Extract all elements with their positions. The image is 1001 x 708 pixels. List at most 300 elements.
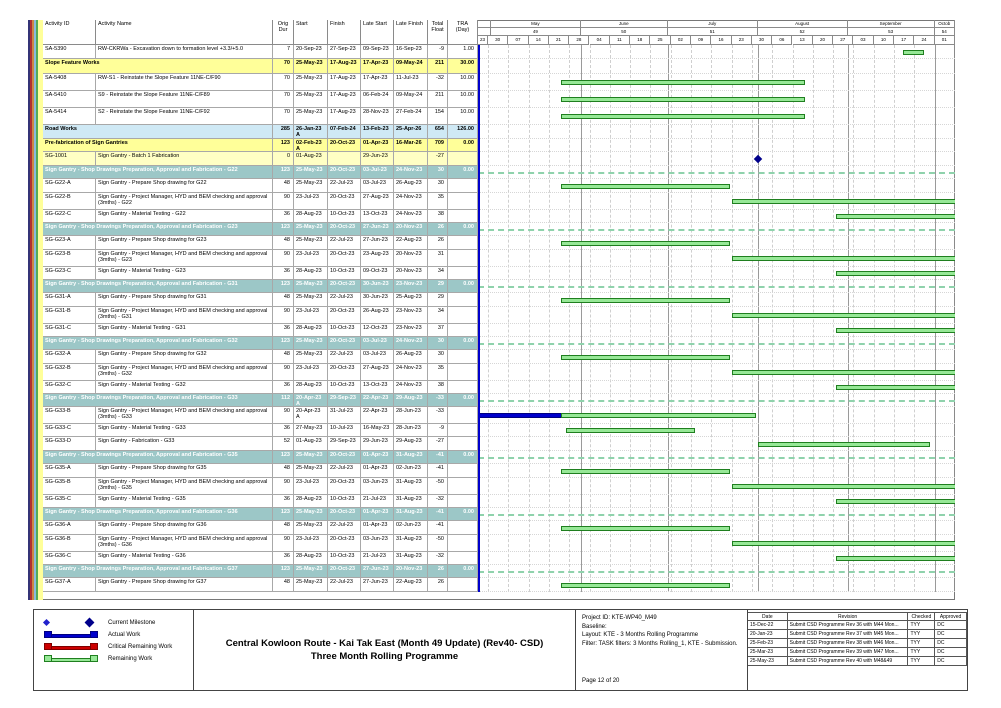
row-cells xyxy=(43,210,478,223)
start-date: 25-May-23 xyxy=(294,293,328,307)
column-header: Start xyxy=(294,20,328,45)
total-float: 29 xyxy=(428,280,448,293)
timeline-month-label xyxy=(478,20,491,28)
column-header: Orig Dur xyxy=(273,20,294,45)
remaining-work-bar xyxy=(758,442,930,447)
tra-days: 0.00 xyxy=(448,394,478,407)
finish-date: 20-Oct-23 xyxy=(328,250,361,267)
legend-label: Remaining Work xyxy=(108,656,153,662)
total-float: -50 xyxy=(428,535,448,552)
finish-date: 10-Oct-23 xyxy=(328,495,361,508)
gantt-row xyxy=(478,464,955,478)
activity-id: SA-5414 xyxy=(43,108,96,125)
row-cells xyxy=(43,464,478,478)
gantt-row xyxy=(478,495,955,508)
tra-days xyxy=(448,535,478,552)
late-start-date: 09-Oct-23 xyxy=(361,267,394,280)
late-finish-date: 29-Aug-23 xyxy=(394,437,428,451)
late-start-date: 01-Apr-23 xyxy=(361,508,394,521)
late-finish-date: 24-Nov-23 xyxy=(394,337,428,350)
orig-dur: 36 xyxy=(273,267,294,280)
timeline-week-tick: 01 xyxy=(935,36,955,45)
tra-days xyxy=(448,521,478,535)
timeline-week-tick: 11 xyxy=(610,36,630,45)
orig-dur: 90 xyxy=(273,364,294,381)
gantt-row xyxy=(478,535,955,552)
activity-id: SG-G36-C xyxy=(43,552,96,565)
late-start-date: 03-Jul-23 xyxy=(361,166,394,179)
activity-name: Sign Gantry - Prepare Shop drawing for G32 xyxy=(96,350,273,364)
gantt-row xyxy=(478,451,955,464)
timeline-week-tick: 25 xyxy=(650,36,670,45)
table-row xyxy=(43,125,955,139)
revision-header: Checked xyxy=(908,612,935,621)
start-date: 20-Apr-23 A xyxy=(294,394,328,407)
activity-rows xyxy=(43,45,955,592)
table-row xyxy=(43,381,955,394)
remaining-work-bar xyxy=(561,114,806,119)
orig-dur: 112 xyxy=(273,394,294,407)
gantt-row xyxy=(478,45,955,59)
total-float: 31 xyxy=(428,250,448,267)
bar-end-icon xyxy=(90,643,98,650)
late-finish-date: 23-Nov-23 xyxy=(394,307,428,324)
finish-date: 20-Oct-23 xyxy=(328,223,361,236)
report-title-line1: Central Kowloon Route - Kai Tak East (Month 49 Update) (Rev40- CSD) xyxy=(225,638,544,649)
orig-dur: 90 xyxy=(273,407,294,424)
tra-days xyxy=(448,324,478,337)
start-date: 23-Jul-23 xyxy=(294,307,328,324)
milestone-diamond xyxy=(753,155,761,163)
gantt-row xyxy=(478,364,955,381)
finish-date: 22-Jul-23 xyxy=(328,464,361,478)
start-date: 23-Jul-23 xyxy=(294,535,328,552)
timeline-week-tick: 07 xyxy=(508,36,528,45)
activity-id: SA-5390 xyxy=(43,45,96,59)
orig-dur: 70 xyxy=(273,59,294,74)
gantt-row xyxy=(478,152,955,166)
summary-bar xyxy=(478,571,955,573)
late-start-date: 22-Apr-23 xyxy=(361,407,394,424)
group-label: Sign Gantry - Shop Drawings Preparation, Approval and Fabrication - G22 xyxy=(43,166,273,179)
timeline-month-number: 50 xyxy=(581,28,668,36)
revision-header: Approved xyxy=(935,612,967,621)
activity-id: SG-G36-B xyxy=(43,535,96,552)
start-date: 25-May-23 xyxy=(294,280,328,293)
orig-dur: 36 xyxy=(273,324,294,337)
data-date-line xyxy=(478,45,480,592)
row-cells xyxy=(43,108,478,125)
orig-dur: 48 xyxy=(273,464,294,478)
start-date: 28-Aug-23 xyxy=(294,552,328,565)
column-header: Late Start xyxy=(361,20,394,45)
tra-days xyxy=(448,350,478,364)
revision-cell: DC xyxy=(935,630,967,639)
late-finish-date: 24-Nov-23 xyxy=(394,364,428,381)
remaining-work-bar xyxy=(732,256,955,261)
activity-id: SA-5408 xyxy=(43,74,96,91)
late-finish-date: 27-Feb-24 xyxy=(394,108,428,125)
tra-days: 0.00 xyxy=(448,508,478,521)
bar-line-icon xyxy=(48,634,94,638)
tra-days: 0.00 xyxy=(448,451,478,464)
row-cells xyxy=(43,552,478,565)
gantt-row xyxy=(478,223,955,236)
late-finish-date: 31-Aug-23 xyxy=(394,451,428,464)
start-date: 25-May-23 xyxy=(294,166,328,179)
gantt-row xyxy=(478,394,955,407)
row-cells xyxy=(43,381,478,394)
row-cells xyxy=(43,139,478,152)
tra-days: 0.00 xyxy=(448,166,478,179)
late-start-date: 22-Apr-23 xyxy=(361,394,394,407)
orig-dur: 48 xyxy=(273,179,294,193)
gantt-row xyxy=(478,166,955,179)
table-row xyxy=(43,108,955,125)
activity-name: Sign Gantry - Prepare Shop drawing for G23 xyxy=(96,236,273,250)
orig-dur: 36 xyxy=(273,495,294,508)
remaining-work-bar xyxy=(836,328,955,333)
finish-date: 22-Jul-23 xyxy=(328,350,361,364)
total-float: -33 xyxy=(428,394,448,407)
activity-id: SG-G32-A xyxy=(43,350,96,364)
activity-id: SG-G35-C xyxy=(43,495,96,508)
tra-days xyxy=(448,381,478,394)
group-label: Sign Gantry - Shop Drawings Preparation, Approval and Fabrication - G32 xyxy=(43,337,273,350)
activity-name: Sign Gantry - Project Manager, HYD and BEM checking and approval (3mths) - G33 xyxy=(96,407,273,424)
row-cells xyxy=(43,495,478,508)
bar-line-icon xyxy=(48,646,94,650)
total-float: 29 xyxy=(428,293,448,307)
tra-days: 126.00 xyxy=(448,125,478,139)
row-cells xyxy=(43,59,478,74)
column-header: Late Finish xyxy=(394,20,428,45)
late-start-date: 26-Aug-23 xyxy=(361,307,394,324)
late-start-date: 29-Jun-23 xyxy=(361,437,394,451)
table-row xyxy=(43,307,955,324)
activity-id: SG-G33-D xyxy=(43,437,96,451)
start-date: 25-May-23 xyxy=(294,91,328,108)
table-row xyxy=(43,210,955,223)
orig-dur: 7 xyxy=(273,45,294,59)
revision-box xyxy=(748,610,969,690)
total-float: 709 xyxy=(428,139,448,152)
start-date: 20-Apr-23 A xyxy=(294,407,328,424)
total-float: 211 xyxy=(428,59,448,74)
finish-date: 10-Jul-23 xyxy=(328,424,361,437)
total-float: 26 xyxy=(428,223,448,236)
remaining-work-bar xyxy=(836,271,955,276)
revision-header: Date xyxy=(748,612,788,621)
remaining-work-bar xyxy=(561,469,730,474)
start-date: 25-May-23 xyxy=(294,451,328,464)
activity-name: Sign Gantry - Project Manager, HYD and BEM checking and approval (3mths) - G32 xyxy=(96,364,273,381)
orig-dur: 123 xyxy=(273,223,294,236)
row-cells xyxy=(43,307,478,324)
late-start-date: 30-Jun-23 xyxy=(361,280,394,293)
finish-date: 17-Aug-23 xyxy=(328,91,361,108)
orig-dur: 48 xyxy=(273,578,294,592)
total-float: 38 xyxy=(428,210,448,223)
row-cells xyxy=(43,293,478,307)
gantt-row xyxy=(478,307,955,324)
finish-date: 22-Jul-23 xyxy=(328,293,361,307)
revision-cell: DC xyxy=(935,621,967,630)
remaining-work-bar xyxy=(561,80,806,85)
orig-dur: 90 xyxy=(273,535,294,552)
late-finish-date: 26-Aug-23 xyxy=(394,350,428,364)
group-label: Sign Gantry - Shop Drawings Preparation, Approval and Fabrication - G37 xyxy=(43,565,273,578)
orig-dur: 0 xyxy=(273,152,294,166)
gantt-row xyxy=(478,210,955,223)
timeline-month-label: July xyxy=(668,20,758,28)
start-date: 25-May-23 xyxy=(294,223,328,236)
row-cells xyxy=(43,407,478,424)
table-row xyxy=(43,578,955,592)
row-cells xyxy=(43,179,478,193)
tra-days xyxy=(448,364,478,381)
total-float: -41 xyxy=(428,464,448,478)
finish-date: 22-Jul-23 xyxy=(328,179,361,193)
late-finish-date: 09-May-24 xyxy=(394,59,428,74)
late-start-date: 03-Jul-23 xyxy=(361,350,394,364)
project-info-line: Project ID: KTE-WP40_M49 xyxy=(582,615,657,621)
activity-id: SG-G22-C xyxy=(43,210,96,223)
row-cells xyxy=(43,424,478,437)
late-start-date: 27-Jun-23 xyxy=(361,223,394,236)
table-row xyxy=(43,280,955,293)
row-cells xyxy=(43,578,478,592)
row-cells xyxy=(43,125,478,139)
table-row xyxy=(43,535,955,552)
finish-date: 20-Oct-23 xyxy=(328,337,361,350)
activity-id: SG-G23-C xyxy=(43,267,96,280)
orig-dur: 48 xyxy=(273,521,294,535)
bar-line-icon xyxy=(48,658,94,662)
activity-id: SG-G32-B xyxy=(43,364,96,381)
finish-date: 10-Oct-23 xyxy=(328,210,361,223)
late-start-date: 21-Jul-23 xyxy=(361,495,394,508)
summary-bar xyxy=(478,514,955,516)
revision-row xyxy=(748,639,967,648)
row-cells xyxy=(43,451,478,464)
revision-cell: TYY xyxy=(908,657,935,666)
timeline-week-tick: 02 xyxy=(671,36,691,45)
start-date: 28-Aug-23 xyxy=(294,267,328,280)
row-cells xyxy=(43,364,478,381)
timeline-month-label: September xyxy=(848,20,935,28)
row-cells xyxy=(43,74,478,91)
start-date: 25-May-23 xyxy=(294,464,328,478)
timeline-week-tick: 23 xyxy=(478,36,488,45)
table-row xyxy=(43,324,955,337)
finish-date: 10-Oct-23 xyxy=(328,324,361,337)
revision-cell: Submit CSD Programme Rev 38 with M46 Mon... xyxy=(788,639,909,648)
total-float: 30 xyxy=(428,166,448,179)
legend-symbol-actual xyxy=(40,630,102,640)
group-label: Sign Gantry - Shop Drawings Preparation, Approval and Fabrication - G33 xyxy=(43,394,273,407)
orig-dur: 36 xyxy=(273,381,294,394)
activity-name: Sign Gantry - Material Testing - G33 xyxy=(96,424,273,437)
total-float: 35 xyxy=(428,193,448,210)
late-start-date: 23-Aug-23 xyxy=(361,250,394,267)
tra-days xyxy=(448,407,478,424)
late-start-date: 13-Oct-23 xyxy=(361,210,394,223)
finish-date: 20-Oct-23 xyxy=(328,280,361,293)
summary-bar xyxy=(478,343,955,345)
table-row xyxy=(43,223,955,236)
gantt-row xyxy=(478,407,955,424)
finish-date xyxy=(328,152,361,166)
tra-days: 0.00 xyxy=(448,280,478,293)
finish-date: 22-Jul-23 xyxy=(328,578,361,592)
gantt-row xyxy=(478,236,955,250)
late-finish-date: 20-Nov-23 xyxy=(394,250,428,267)
remaining-work-bar xyxy=(732,370,955,375)
table-row xyxy=(43,451,955,464)
orig-dur: 90 xyxy=(273,478,294,495)
start-date: 25-May-23 xyxy=(294,350,328,364)
project-info-lines xyxy=(582,614,747,648)
orig-dur: 123 xyxy=(273,166,294,179)
start-date: 23-Jul-23 xyxy=(294,193,328,210)
late-start-date: 03-Jun-23 xyxy=(361,478,394,495)
row-cells xyxy=(43,350,478,364)
tra-days xyxy=(448,236,478,250)
table-row xyxy=(43,508,955,521)
timeline-week-tick: 30 xyxy=(752,36,772,45)
total-float: 26 xyxy=(428,578,448,592)
late-finish-date: 29-Aug-23 xyxy=(394,394,428,407)
orig-dur: 36 xyxy=(273,424,294,437)
legend-label: Actual Work xyxy=(108,632,141,638)
milestone-icon xyxy=(85,618,95,628)
activity-name: Sign Gantry - Fabrication - G33 xyxy=(96,437,273,451)
project-info-line: Baseline: xyxy=(582,623,607,630)
finish-date: 31-Jul-23 xyxy=(328,407,361,424)
group-label: Sign Gantry - Shop Drawings Preparation, Approval and Fabrication - G31 xyxy=(43,280,273,293)
timeline-month-number: 52 xyxy=(758,28,848,36)
late-finish-date: 31-Aug-23 xyxy=(394,495,428,508)
row-cells xyxy=(43,437,478,451)
remaining-work-bar xyxy=(732,199,955,204)
table-row xyxy=(43,478,955,495)
late-finish-date: 02-Jun-23 xyxy=(394,464,428,478)
orig-dur: 285 xyxy=(273,125,294,139)
late-start-date: 13-Oct-23 xyxy=(361,381,394,394)
timeline-week-tick: 21 xyxy=(549,36,569,45)
finish-date: 22-Jul-23 xyxy=(328,236,361,250)
tra-days xyxy=(448,250,478,267)
actual-work-bar xyxy=(478,413,562,418)
late-finish-date: 24-Nov-23 xyxy=(394,381,428,394)
row-cells xyxy=(43,45,478,59)
revision-row xyxy=(748,657,967,666)
timeline-month-label: Octob xyxy=(935,20,955,28)
activity-name: Sign Gantry - Prepare Shop drawing for G31 xyxy=(96,293,273,307)
bar-end-icon xyxy=(90,631,98,638)
legend-symbol-remaining xyxy=(40,654,102,664)
gantt-row xyxy=(478,193,955,210)
activity-id: SG-G35-A xyxy=(43,464,96,478)
tra-days xyxy=(448,578,478,592)
late-finish-date: 26-Aug-23 xyxy=(394,179,428,193)
column-header: Activity ID xyxy=(43,20,96,45)
tra-days: 0.00 xyxy=(448,565,478,578)
finish-date: 20-Oct-23 xyxy=(328,364,361,381)
late-start-date: 01-Apr-23 xyxy=(361,139,394,152)
revision-cell: 20-Jan-23 xyxy=(748,630,788,639)
activity-name: Sign Gantry - Project Manager, HYD and BEM checking and approval (3mths) - G31 xyxy=(96,307,273,324)
tra-days xyxy=(448,464,478,478)
start-date: 23-Jul-23 xyxy=(294,250,328,267)
late-start-date: 27-Jun-23 xyxy=(361,578,394,592)
activity-name: Sign Gantry - Project Manager, HYD and BEM checking and approval (3mths) - G35 xyxy=(96,478,273,495)
start-date: 26-Jan-23 A xyxy=(294,125,328,139)
activity-name: Sign Gantry - Prepare Shop drawing for G22 xyxy=(96,179,273,193)
orig-dur: 123 xyxy=(273,508,294,521)
activity-id: SG-G22-A xyxy=(43,179,96,193)
legend-symbol-milestone xyxy=(40,618,102,628)
remaining-work-bar xyxy=(561,583,730,588)
orig-dur: 48 xyxy=(273,236,294,250)
finish-date: 20-Oct-23 xyxy=(328,166,361,179)
late-start-date: 21-Jul-23 xyxy=(361,552,394,565)
timeline-week-tick: 14 xyxy=(529,36,549,45)
late-finish-date: 28-Jun-23 xyxy=(394,424,428,437)
tra-days: 10.00 xyxy=(448,108,478,125)
activity-id: SG-G22-B xyxy=(43,193,96,210)
revision-cell: Submit CSD Programme Rev 39 with M47 Mon... xyxy=(788,648,909,657)
gantt-row xyxy=(478,578,955,592)
bar-end-icon xyxy=(44,631,52,638)
late-finish-date: 24-Nov-23 xyxy=(394,166,428,179)
tra-days xyxy=(448,495,478,508)
total-float: -9 xyxy=(428,424,448,437)
late-finish-date: 24-Nov-23 xyxy=(394,193,428,210)
row-cells xyxy=(43,152,478,166)
row-cells xyxy=(43,223,478,236)
late-start-date: 13-Feb-23 xyxy=(361,125,394,139)
row-cells xyxy=(43,478,478,495)
row-cells xyxy=(43,565,478,578)
activity-id: SG-G36-A xyxy=(43,521,96,535)
total-float: 35 xyxy=(428,364,448,381)
timeline-week-tick: 24 xyxy=(914,36,934,45)
gantt-row xyxy=(478,125,955,139)
row-cells xyxy=(43,280,478,293)
table-header xyxy=(43,20,478,45)
activity-name: Sign Gantry - Batch 1 Fabrication xyxy=(96,152,273,166)
start-date: 01-Aug-23 xyxy=(294,152,328,166)
gantt-row xyxy=(478,59,955,74)
start-date: 27-May-23 xyxy=(294,424,328,437)
total-float: 37 xyxy=(428,324,448,337)
legend-item xyxy=(40,630,140,640)
orig-dur: 123 xyxy=(273,337,294,350)
finish-date: 07-Feb-24 xyxy=(328,125,361,139)
group-label: Slope Feature Works xyxy=(43,59,273,74)
total-float: -32 xyxy=(428,552,448,565)
activity-id: SG-G31-A xyxy=(43,293,96,307)
total-float: -50 xyxy=(428,478,448,495)
start-date: 25-May-23 xyxy=(294,521,328,535)
table-row xyxy=(43,565,955,578)
total-float: 38 xyxy=(428,381,448,394)
start-date: 02-Feb-23 A xyxy=(294,139,328,152)
timeline-month-number: 51 xyxy=(668,28,758,36)
table-row xyxy=(43,350,955,364)
